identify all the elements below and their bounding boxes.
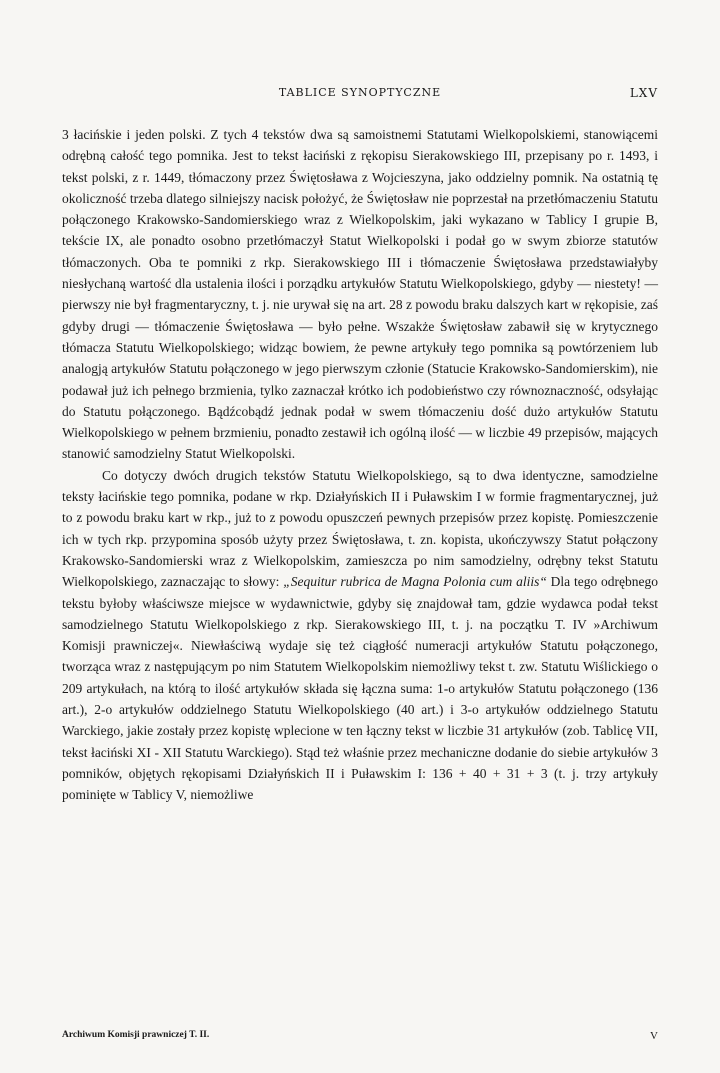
- paragraph-2-part-b: Dla tego odrębnego tekstu byłoby właściwsze miejsce w wydawnictwie, gdyby się znajdował tam, gdzie wydawca podał tekst samodzielnego Statutu Wielkopolskiego z rkp. Sierakowskiego III, t. j. na początku T. IV »Archiwum Komisji prawniczej«. Niewłaściwą wydaje się też ciągłość numeracji artykułów Statutu połączonego, tworząca wraz z następującym po nim Statutem Wielkopolskim niemożliwy tekst t. zw. Statutu Wiślickiego o 209 artykułach, na którą to ilość artykułów składa się łączna suma: 1-o artykułów Statutu połączonego (136 art.), 2-o artykułów oddzielnego Statutu Wielkopolskiego (40 art.) i 3-o artykułów oddzielnego Statutu Warckiego, jakie zostały przez kopistę wplecione w ten łączny tekst w liczbie 31 artykułów (zob. Tablicę VII, tekst łaciński XI - XII Statutu Warckiego). Stąd też właśnie przez mechaniczne dodanie do siebie artykułów 3 pomników, objętych rękopisami Działyńskich II i Puławskim I: 136 + 40 + 31 + 3 (t. j. trzy artykuły pominięte w Tablicy V, niemożliwe: [62, 574, 659, 803]
- footer: [62, 1030, 658, 1046]
- paragraph-2-part-a: Co dotyczy dwóch drugich tekstów Statutu Wielkopolskiego, są to dwa identyczne, samodzielne teksty łacińskie tego pomnika, podane w rkp. Działyńskich II i Puławskim I w formie fragmentarycznej, już to z powodu braku kart w rkp., już to z powodu opuszczeń pewnych przepisów przez kopistę. Pomieszczenie ich w tych rkp. przypomina sposób użyty przez Świętosława, t. zn. kopista, ukończywszy Statut połączony Krakowsko-Sandomierski wraz z Wielkopolskim, zamieszcza po nim samodzielny, odrębny tekst Statutu Wielkopolskiego, zaznaczając to słowy:: [62, 467, 658, 590]
- latin-quote: „Sequitur rubrica de Magna Polonia cum aliis“: [283, 574, 547, 590]
- page-number: LXV: [629, 86, 658, 100]
- paragraph-1: 3 łacińskie i jeden polski. Z tych 4 tekstów dwa są samoistnemi Statutami Wielkopolskiemi, stanowiącemi odrębną całość tego pomnika. Jest to tekst łaciński z rękopisu Sierakowskiego III, przepisany po r. 1493, i tekst polski, z r. 1449, tłómaczony przez Świętosława z Wojcieszyna, jako oddzielny pomnik. Na ostatnią tę okoliczność trzeba dlatego silniejszy nacisk położyć, że Świętosław nie poprzestał na przetłómaczeniu Statutu połączonego Krakowsko-Sandomierskiego wraz z Wielkopolskim, jaki wykazano w Tablicy I grupie B, tekście IX, ale ponadto osobno przetłómaczył Statut Wielkopolski i podał go w swym zbiorze statutów tłómaczonych. Oba te pomniki z rkp. Sierakowskiego III i tłómaczenie Świętosława przedstawiałyby niesłychaną wartość dla ustalenia ilości i porządku artykułów Statutu Wielkopolskiego, gdyby — niestety! — pierwszy nie był fragmentaryczny, t. j. nie urywał się na art. 28 z powodu braku dalszych kart w rękopisie, zaś gdyby drugi — tłómaczenie Świętosława — było pełne. Wszakże Świętosław zabawił się w krytycznego tłómacza Statutu Wielkopolskiego; widząc bowiem, że pewne artykuły tego pomnika są powtórzeniem lub analogją artykułów Statutu połączonego w jego pierwszym członie (Statucie Krakowsko-Sandomierskim), nie podawał już ich pełnego brzmienia, tylko zaznaczał krótko ich podobieństwo czy równoznaczność, odsyłając do Statutu połączonego. Bądźcobądź jednak podał w swem tłómaczeniu dość dużo artykułów Statutu Wielkopolskiego w pełnem brzmieniu, ponadto zestawił ich ogólną ilość — w liczbie 49 przepisów, mających stanowić samodzielny Statut Wielkopolski.: [62, 127, 658, 462]
- paragraph-2: [62, 465, 658, 806]
- signature-mark: V: [650, 1030, 658, 1042]
- footer-source: Archiwum Komisji prawniczej T. II.: [62, 1030, 210, 1040]
- header-title: TABLICE SYNOPTYCZNE: [278, 86, 442, 99]
- body-text: [62, 124, 658, 806]
- running-header: [62, 86, 658, 106]
